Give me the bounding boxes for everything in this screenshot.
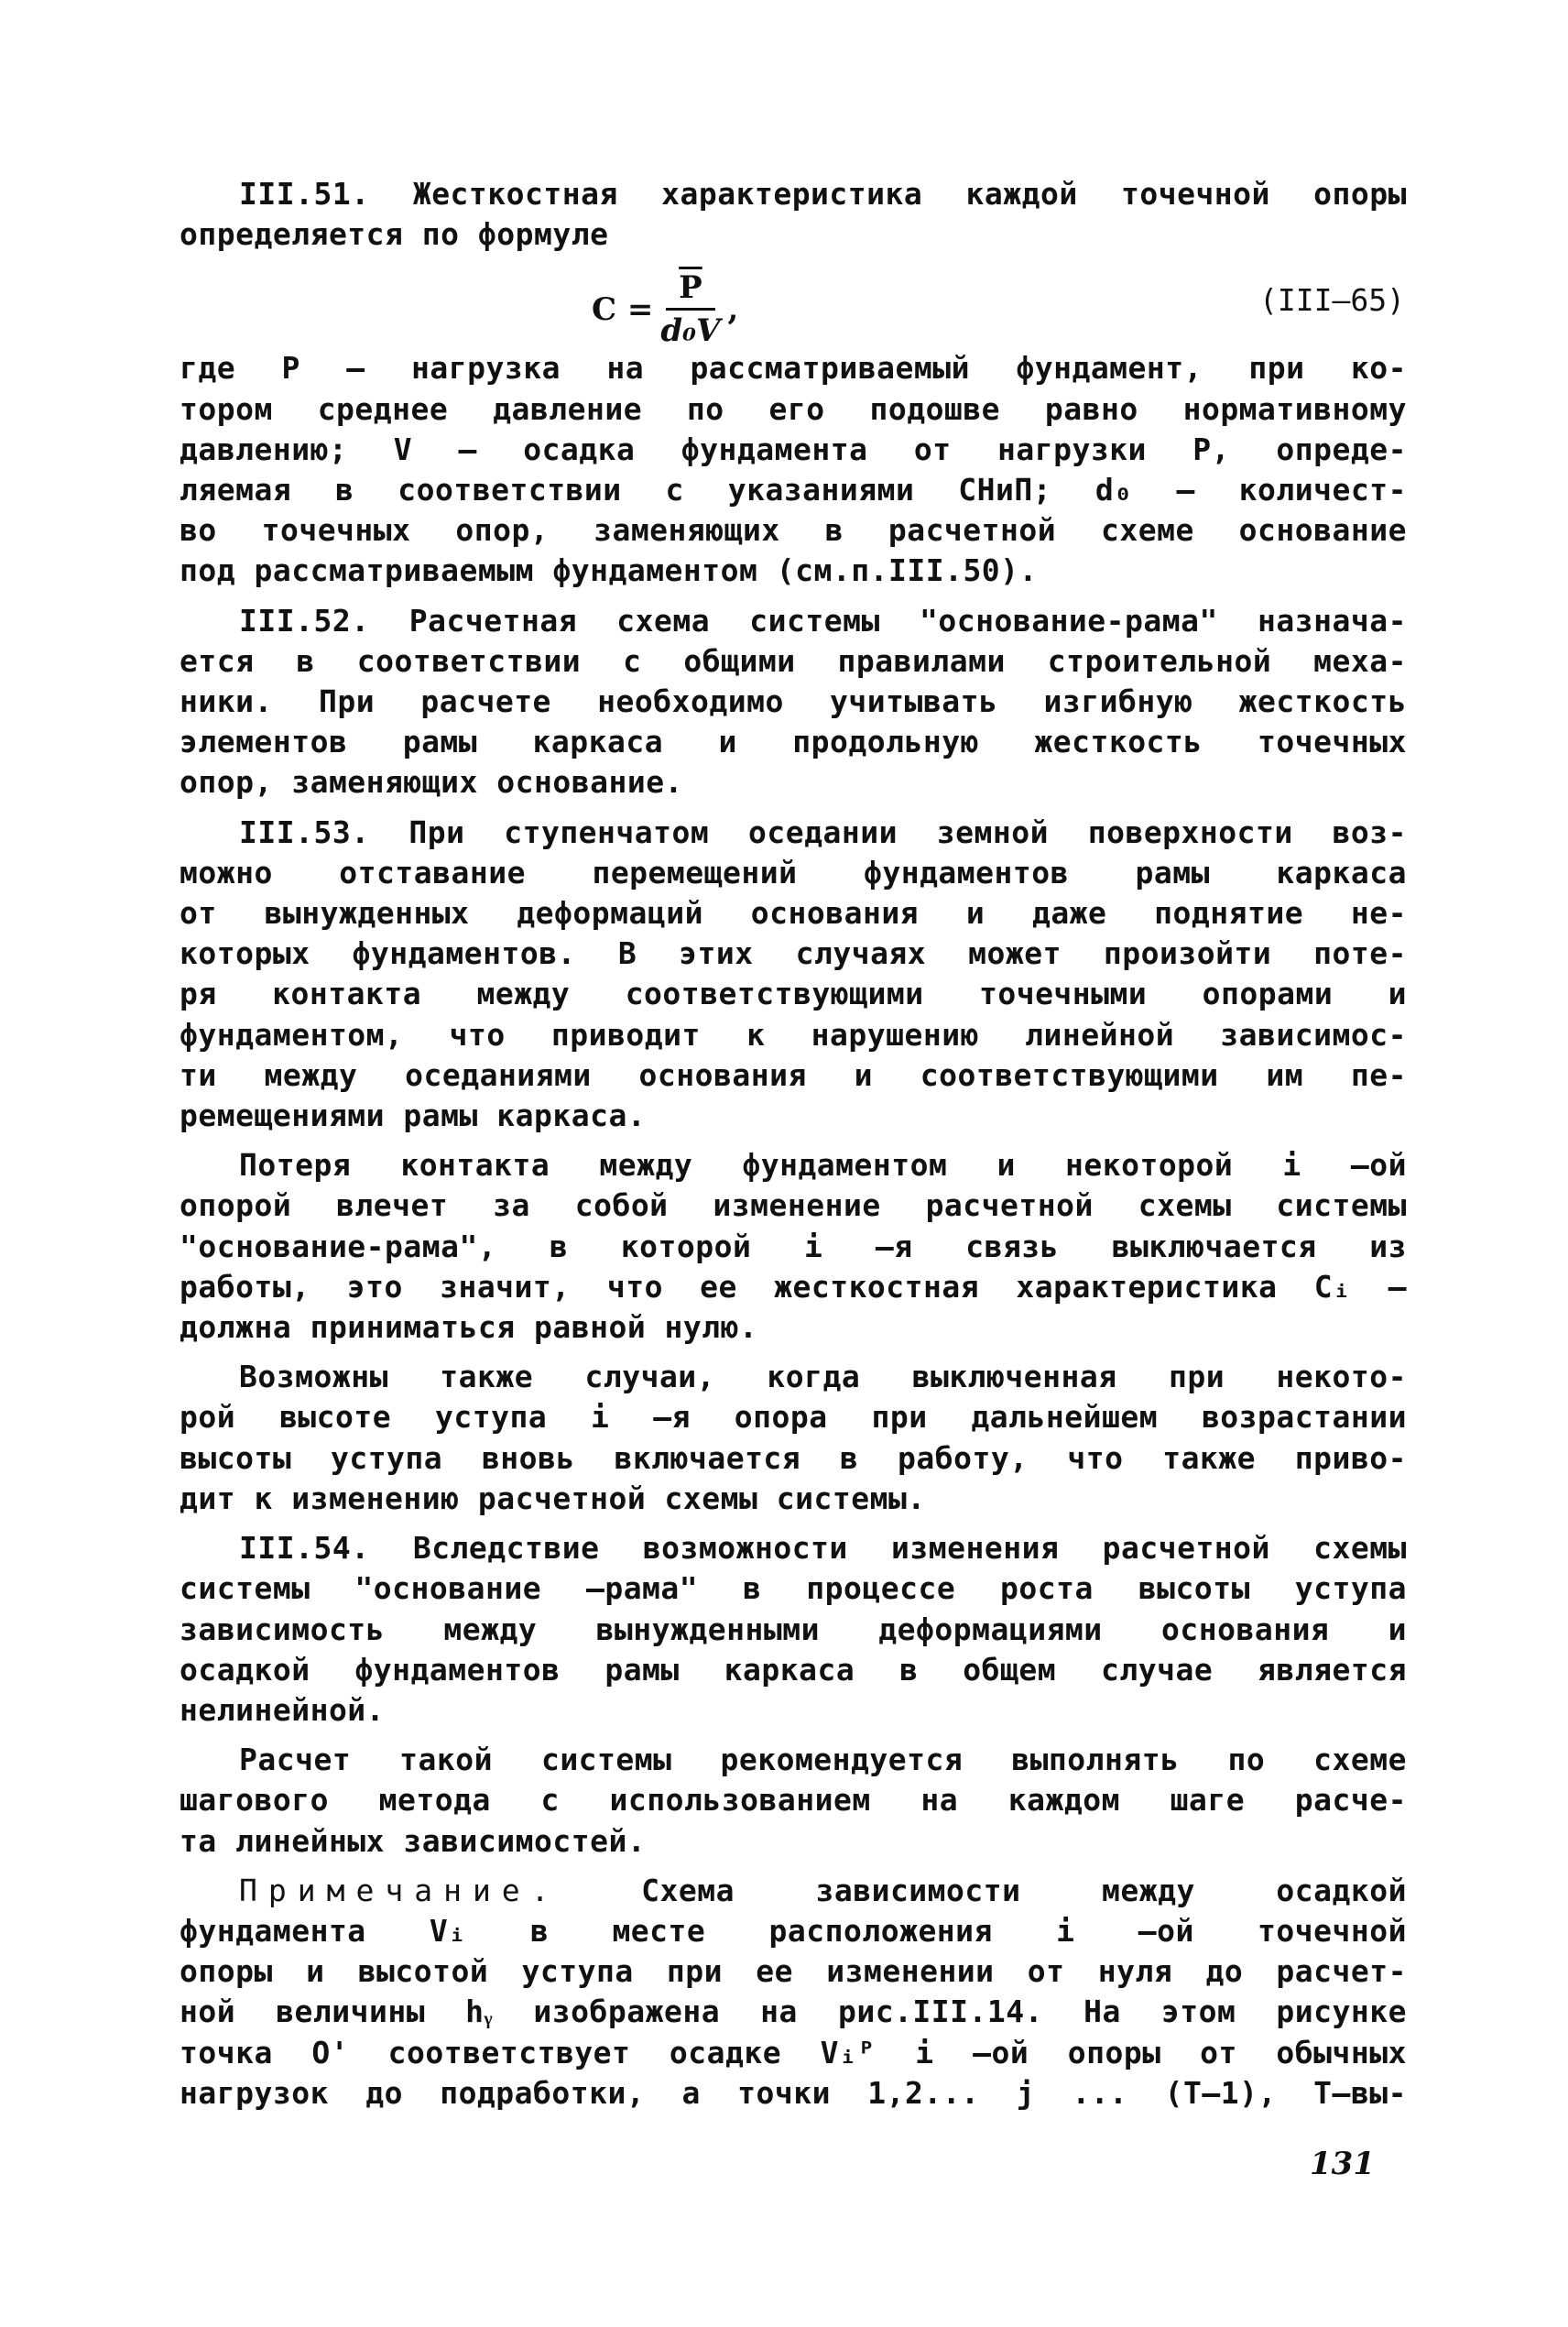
text-line: ремещениями рамы каркаса.	[180, 1098, 647, 1134]
text-line: определяется по формуле	[180, 216, 609, 253]
text-line: шагового метода с использованием на каждом шаге расче-	[180, 1782, 1407, 1819]
text-line: "основание-рама", в которой i –я связь выключается из	[180, 1228, 1407, 1264]
paragraph-possible-cases	[180, 1357, 1407, 1519]
formula-numerator: $\overline{P}$	[666, 269, 715, 311]
equation-number: (III–65)	[1259, 282, 1405, 319]
formula-expression	[592, 269, 738, 349]
text-line: опорой влечет за собой изменение расчетной схемы системы	[180, 1187, 1407, 1224]
paragraph-note	[180, 1871, 1407, 2114]
text-line: от вынужденных деформаций основания и даже поднятие не-	[180, 895, 1407, 932]
text-line	[180, 1871, 1407, 1911]
text-line: зависимость между вынужденными деформациями основания и	[180, 1611, 1407, 1647]
text-line: та линейных зависимостей.	[180, 1822, 647, 1859]
text-line: ляемая в соответствии с указаниями СНиП; d₀ – количест-	[180, 472, 1407, 508]
text-line: фундаментом, что приводит к нарушению линейной зависимос-	[180, 1016, 1407, 1053]
text-line: системы "основание –рама" в процессе роста высоты уступа	[180, 1570, 1407, 1607]
text-line: Возможны также случаи, когда выключенная при некото-	[239, 1359, 1407, 1395]
page-content	[180, 174, 1407, 2123]
formula-lhs: C =	[592, 290, 654, 328]
note-first-line: Схема зависимости между осадкой	[641, 1872, 1407, 1908]
text-line: тором среднее давление по его подошве равно нормативному	[180, 390, 1407, 427]
text-line: опоры и высотой уступа при ее изменении от нуля до расчет-	[180, 1953, 1407, 1990]
text-line: Расчет такой системы рекомендуется выполнять по схеме	[239, 1742, 1407, 1778]
text-line: фундамента Vᵢ в месте расположения i –ой точечной	[180, 1912, 1407, 1949]
text-line: нелинейной.	[180, 1691, 386, 1728]
formula-denominator: d₀V	[660, 312, 721, 350]
text-line: давлению; V – осадка фундамента от нагрузки Р, опреде-	[180, 431, 1407, 467]
text-line: ной величины hᵧ изображена на рис.III.14. На этом рисунке	[180, 1994, 1407, 2030]
text-line: III.51. Жесткостная характеристика каждой точечной опоры	[239, 176, 1407, 212]
text-line: дит к изменению расчетной схемы системы.	[180, 1480, 926, 1516]
text-line: рой высоте уступа i –я опора при дальнейшем возрастании	[180, 1399, 1407, 1436]
paragraph-III-51	[180, 174, 1407, 255]
paragraph-III-54	[180, 1528, 1407, 1731]
text-line: элементов рамы каркаса и продольную жесткость точечных	[180, 724, 1407, 760]
page-number: 131	[1310, 2146, 1375, 2182]
paragraph-contact-loss	[180, 1145, 1407, 1348]
text-line: III.54. Вследствие возможности изменения расчетной схемы	[239, 1530, 1407, 1567]
text-line: можно отставание перемещений фундаментов рамы каркаса	[180, 854, 1407, 890]
note-label: Примечание.	[239, 1872, 561, 1908]
text-line: ря контакта между соответствующими точечными опорами и	[180, 976, 1407, 1012]
text-line: которых фундаментов. В этих случаях может произойти поте-	[180, 935, 1407, 972]
text-line: должна приниматься равной нулю.	[180, 1309, 758, 1346]
text-line: III.53. При ступенчатом оседании земной поверхности воз-	[239, 814, 1407, 850]
text-line: опор, заменяющих основание.	[180, 764, 683, 801]
text-line: во точечных опор, заменяющих в расчетной схеме основание	[180, 512, 1407, 549]
paragraph-calculation	[180, 1740, 1407, 1862]
text-line: III.52. Расчетная схема системы "основание-рама" назнача-	[239, 602, 1407, 639]
text-line: ти между оседаниями основания и соответствующими им пе-	[180, 1056, 1407, 1093]
formula-fraction	[660, 269, 720, 349]
paragraph-III-53	[180, 813, 1407, 1137]
text-line: где P – нагрузка на рассматриваемый фундамент, при ко-	[180, 350, 1407, 387]
text-line: осадкой фундаментов рамы каркаса в общем случае является	[180, 1651, 1407, 1688]
text-line: высоты уступа вновь включается в работу, что также приво-	[180, 1439, 1407, 1476]
text-line: под рассматриваемым фундаментом (см.п.III.50).	[180, 552, 1038, 589]
formula-III-65	[180, 264, 1407, 348]
text-line: нагрузок до подработки, а точки 1,2... j ... (Т–1), Т–вы-	[180, 2074, 1407, 2111]
text-line: ники. При расчете необходимо учитывать изгибную жесткость	[180, 683, 1407, 720]
text-line: Потеря контакта между фундаментом и некоторой i –ой	[239, 1147, 1407, 1184]
paragraph-where	[180, 348, 1407, 591]
text-line: точка О' соответствует осадке Vᵢᴾ i –ой опоры от обычных	[180, 2034, 1407, 2070]
text-line: работы, это значит, что ее жесткостная характеристика Cᵢ –	[180, 1268, 1407, 1305]
formula-trail: ,	[727, 290, 739, 328]
paragraph-III-52	[180, 601, 1407, 803]
text-line: ется в соответствии с общими правилами строительной меха-	[180, 642, 1407, 679]
